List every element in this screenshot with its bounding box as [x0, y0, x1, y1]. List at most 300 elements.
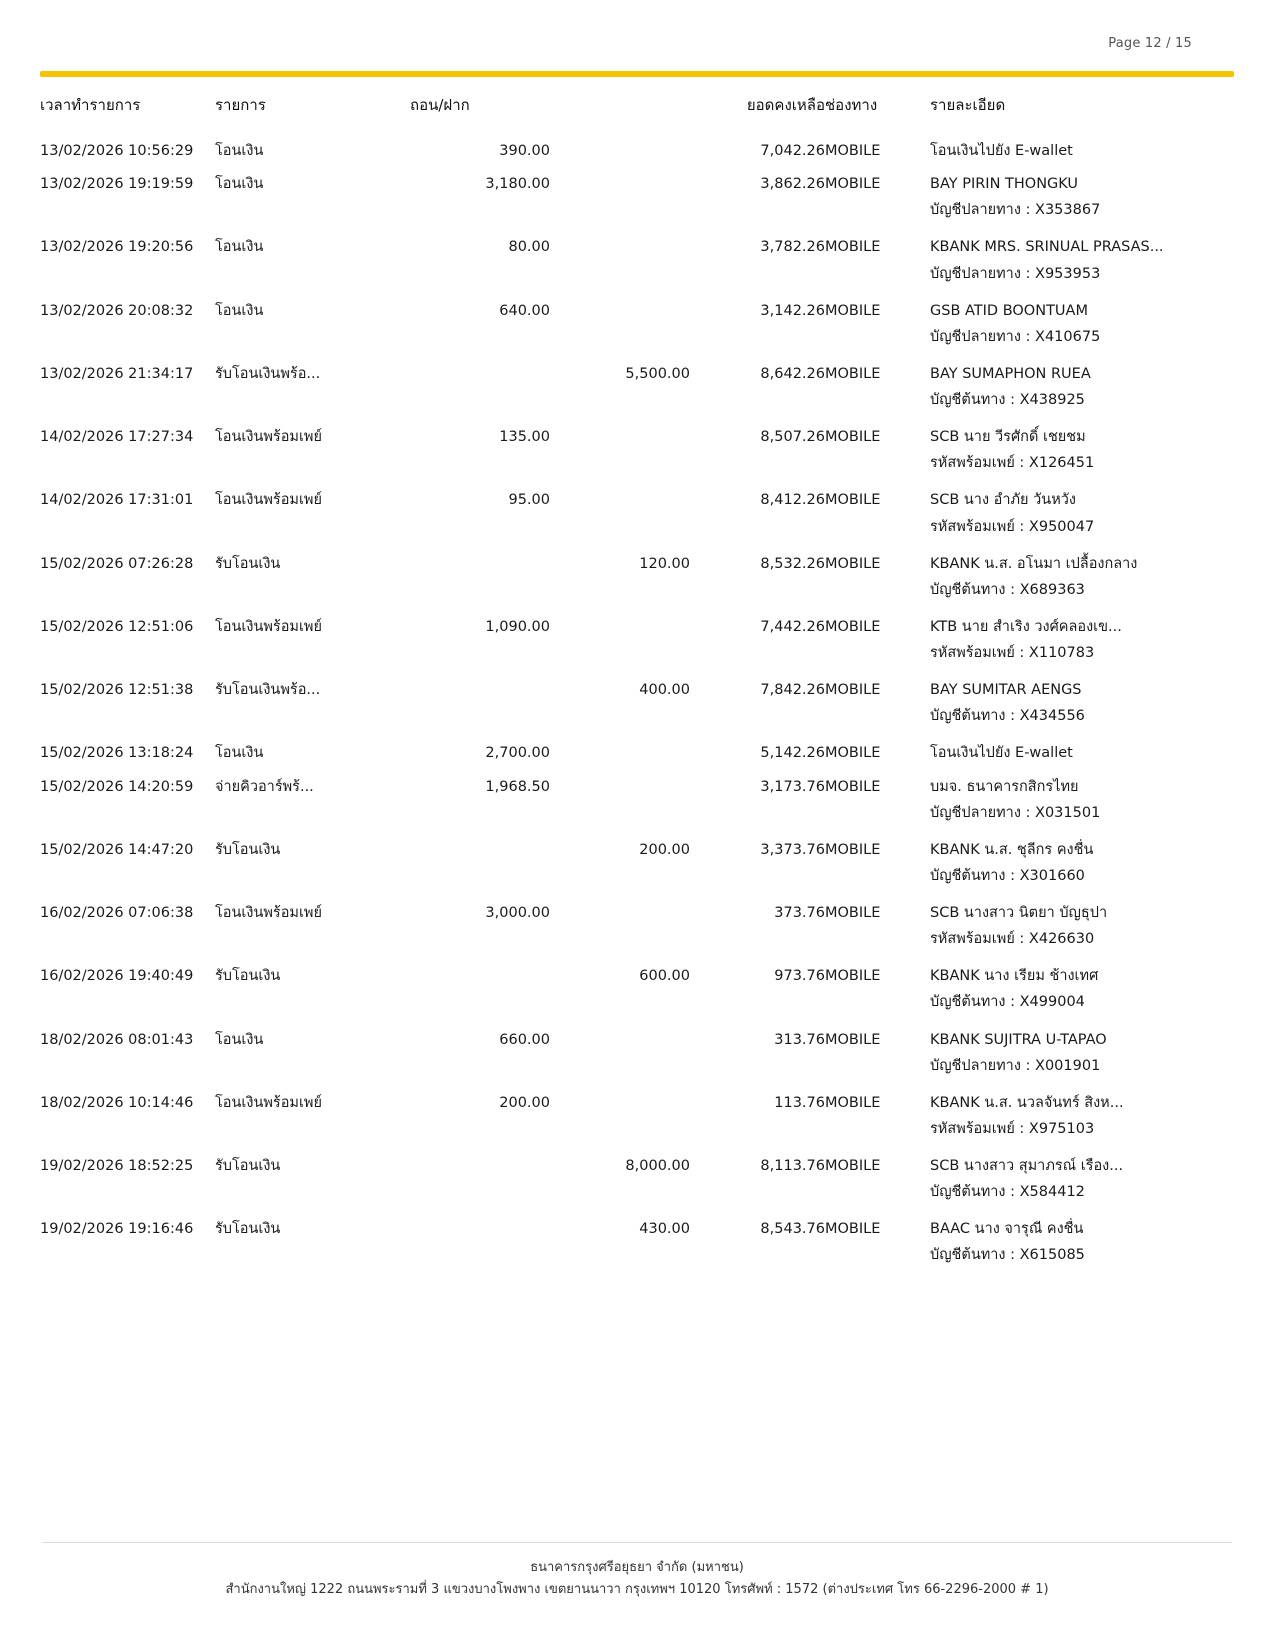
- cell-detail: KBANK SUJITRA U-TAPAO: [930, 1031, 1107, 1048]
- header-description: รายการ: [215, 96, 266, 114]
- cell-empty: [410, 701, 550, 731]
- cell-datetime: 13/02/2026 19:20:56: [40, 239, 194, 256]
- cell-empty: [40, 512, 215, 542]
- cell-empty: [215, 195, 410, 225]
- cell-withdraw: 95.00: [508, 492, 550, 509]
- cell-balance: 8,507.26: [760, 429, 825, 446]
- cell-description: จ่ายคิวอาร์พร้...: [215, 778, 314, 795]
- table-row: [40, 765, 1234, 798]
- cell-empty: [825, 798, 930, 828]
- cell-withdraw: [410, 542, 550, 575]
- cell-datetime: 15/02/2026 14:47:20: [40, 841, 194, 858]
- table-row-subdetail: [40, 448, 1234, 478]
- cell-empty: [40, 385, 215, 415]
- table-row: [40, 352, 1234, 385]
- cell-empty: [825, 701, 930, 731]
- header-datetime: เวลาทำรายการ: [40, 96, 141, 114]
- cell-empty: [40, 701, 215, 731]
- cell-empty: [550, 1114, 690, 1144]
- cell-empty: [215, 638, 410, 668]
- cell-description: รับโอนเงิน: [215, 841, 281, 858]
- cell-subdetail: บัญชีปลายทาง : X353867: [930, 202, 1101, 219]
- cell-datetime: 19/02/2026 18:52:25: [40, 1158, 194, 1174]
- cell-detail: KBANK น.ส. ชุลีกร คงชื่น: [930, 841, 1094, 858]
- cell-empty: [690, 195, 825, 225]
- cell-description: โอนเงิน: [215, 143, 264, 159]
- cell-description: รับโอนเงินพร้อ...: [215, 365, 321, 382]
- table-row: [40, 225, 1234, 258]
- cell-empty: [825, 322, 930, 352]
- cell-channel: MOBILE: [825, 1031, 881, 1048]
- cell-empty: [550, 575, 690, 605]
- cell-deposit: [550, 765, 690, 798]
- cell-empty: [690, 701, 825, 731]
- table-row-subdetail: [40, 575, 1234, 605]
- cell-detail: KBANK น.ส. อโนมา เปลื้องกลาง: [930, 555, 1138, 572]
- cell-subdetail: บัญชีต้นทาง : X301660: [930, 867, 1085, 884]
- cell-channel: MOBILE: [825, 1221, 881, 1238]
- cell-deposit: 600.00: [639, 968, 690, 985]
- cell-detail: KBANK MRS. SRINUAL PRASAS...: [930, 239, 1164, 256]
- cell-datetime: 16/02/2026 19:40:49: [40, 968, 194, 985]
- cell-balance: 3,862.26: [760, 176, 825, 193]
- cell-subdetail: บัญชีปลายทาง : X953953: [930, 265, 1101, 282]
- cell-empty: [215, 1240, 410, 1270]
- table-body: [40, 129, 1234, 1271]
- cell-channel: MOBILE: [825, 682, 881, 699]
- cell-detail: BAY SUMAPHON RUEA: [930, 365, 1091, 382]
- cell-balance: 7,442.26: [760, 618, 825, 635]
- cell-datetime: 13/02/2026 10:56:29: [40, 143, 194, 159]
- cell-withdraw: 200.00: [499, 1094, 550, 1111]
- cell-empty: [215, 861, 410, 891]
- table-row: [40, 954, 1234, 987]
- cell-description: รับโอนเงิน: [215, 1158, 281, 1174]
- table-row: [40, 478, 1234, 511]
- cell-subdetail: รหัสพร้อมเพย์ : X126451: [930, 455, 1095, 472]
- footer-bank-name: ธนาคารกรุงศรีอยุธยา จำกัด (มหาชน): [530, 1559, 744, 1575]
- cell-empty: [215, 512, 410, 542]
- cell-description: โอนเงินพร้อมเพย์: [215, 905, 322, 921]
- cell-datetime: 15/02/2026 14:20:59: [40, 778, 194, 795]
- table-row-subdetail: [40, 1114, 1234, 1144]
- cell-empty: [825, 259, 930, 289]
- cell-empty: [410, 638, 550, 668]
- cell-subdetail: บัญชีต้นทาง : X499004: [930, 994, 1085, 1011]
- cell-balance: 5,142.26: [760, 745, 825, 762]
- cell-deposit: 120.00: [639, 555, 690, 572]
- cell-empty: [690, 798, 825, 828]
- table-row-subdetail: [40, 638, 1234, 668]
- cell-description: โอนเงินพร้อมเพย์: [215, 618, 322, 635]
- cell-description: รับโอนเงินพร้อ...: [215, 682, 321, 699]
- cell-channel: MOBILE: [825, 239, 881, 256]
- cell-subdetail: บัญชีปลายทาง : X001901: [930, 1057, 1101, 1074]
- cell-empty: [40, 575, 215, 605]
- cell-detail: BAAC นาง จารุณี คงชื่น: [930, 1221, 1084, 1238]
- cell-channel: MOBILE: [825, 618, 881, 635]
- cell-empty: [825, 385, 930, 415]
- cell-empty: [550, 259, 690, 289]
- cell-empty: [410, 987, 550, 1017]
- cell-deposit: [550, 129, 690, 162]
- cell-empty: [40, 259, 215, 289]
- cell-withdraw: [410, 954, 550, 987]
- cell-channel: MOBILE: [825, 555, 881, 572]
- table-row-subdetail: [40, 512, 1234, 542]
- table-row-subdetail: [40, 259, 1234, 289]
- cell-withdraw: 2,700.00: [485, 745, 550, 762]
- table-row: [40, 731, 1234, 764]
- cell-empty: [690, 1177, 825, 1207]
- cell-empty: [410, 798, 550, 828]
- header-detail: รายละเอียด: [930, 96, 1006, 114]
- cell-withdraw: [410, 828, 550, 861]
- cell-detail: SCB นางสาว สุมาภรณ์ เรือง...: [930, 1158, 1124, 1174]
- cell-balance: 373.76: [774, 905, 825, 921]
- cell-subdetail: บัญชีต้นทาง : X434556: [930, 708, 1085, 725]
- cell-description: โอนเงิน: [215, 302, 264, 319]
- cell-empty: [690, 638, 825, 668]
- cell-balance: 7,842.26: [760, 682, 825, 699]
- cell-datetime: 14/02/2026 17:31:01: [40, 492, 194, 509]
- table-row: [40, 129, 1234, 162]
- cell-detail: GSB ATID BOONTUAM: [930, 302, 1088, 319]
- cell-channel: MOBILE: [825, 176, 881, 193]
- cell-deposit: [550, 225, 690, 258]
- cell-balance: 8,642.26: [760, 365, 825, 382]
- cell-detail: โอนเงินไปยัง E-wallet: [930, 745, 1073, 762]
- cell-channel: MOBILE: [825, 143, 881, 159]
- cell-datetime: 15/02/2026 13:18:24: [40, 745, 194, 762]
- cell-detail: BAY SUMITAR AENGS: [930, 682, 1082, 699]
- cell-empty: [825, 987, 930, 1017]
- cell-empty: [825, 1051, 930, 1081]
- table-row: [40, 542, 1234, 575]
- cell-empty: [825, 195, 930, 225]
- cell-empty: [410, 1114, 550, 1144]
- table-header-row: [40, 79, 1234, 129]
- cell-datetime: 13/02/2026 21:34:17: [40, 365, 194, 382]
- cell-detail: BAY PIRIN THONGKU: [930, 176, 1079, 193]
- cell-deposit: [550, 605, 690, 638]
- cell-withdraw: 1,968.50: [485, 778, 550, 795]
- cell-empty: [550, 1177, 690, 1207]
- cell-withdraw: 3,180.00: [485, 176, 550, 193]
- cell-subdetail: รหัสพร้อมเพย์ : X110783: [930, 645, 1095, 661]
- table-row-subdetail: [40, 1177, 1234, 1207]
- cell-detail: KBANK นาง เรียม ช้างเทศ: [930, 968, 1099, 985]
- cell-withdraw: [410, 1144, 550, 1177]
- cell-deposit: 400.00: [639, 682, 690, 699]
- transactions-table: [40, 79, 1234, 1271]
- cell-empty: [410, 385, 550, 415]
- cell-withdraw: 640.00: [499, 302, 550, 319]
- cell-channel: MOBILE: [825, 841, 881, 858]
- cell-empty: [410, 448, 550, 478]
- cell-description: โอนเงินพร้อมเพย์: [215, 1094, 322, 1111]
- page-footer: [0, 1542, 1274, 1601]
- table-row: [40, 1207, 1234, 1240]
- cell-description: โอนเงิน: [215, 745, 264, 762]
- cell-withdraw: [410, 668, 550, 701]
- header-channel: ช่องทาง: [825, 96, 878, 114]
- cell-empty: [550, 448, 690, 478]
- cell-subdetail: บัญชีต้นทาง : X438925: [930, 392, 1085, 408]
- cell-deposit: 200.00: [639, 841, 690, 858]
- cell-channel: MOBILE: [825, 745, 881, 762]
- table-row-subdetail: [40, 701, 1234, 731]
- cell-subdetail: บัญชีต้นทาง : X615085: [930, 1247, 1085, 1264]
- cell-deposit: [550, 1018, 690, 1051]
- cell-empty: [690, 1051, 825, 1081]
- cell-empty: [215, 322, 410, 352]
- cell-datetime: 14/02/2026 17:27:34: [40, 429, 194, 446]
- cell-empty: [690, 385, 825, 415]
- cell-withdraw: [410, 352, 550, 385]
- cell-empty: [550, 385, 690, 415]
- cell-description: โอนเงินพร้อมเพย์: [215, 492, 322, 509]
- cell-empty: [410, 924, 550, 954]
- cell-empty: [215, 987, 410, 1017]
- cell-datetime: 13/02/2026 19:19:59: [40, 176, 194, 193]
- cell-datetime: 15/02/2026 12:51:06: [40, 618, 194, 635]
- table-row: [40, 828, 1234, 861]
- cell-datetime: 15/02/2026 07:26:28: [40, 555, 194, 572]
- cell-empty: [40, 924, 215, 954]
- cell-empty: [825, 638, 930, 668]
- table-row: [40, 289, 1234, 322]
- table-row-subdetail: [40, 385, 1234, 415]
- table-row: [40, 605, 1234, 638]
- cell-empty: [410, 1240, 550, 1270]
- cell-empty: [690, 924, 825, 954]
- cell-empty: [550, 1240, 690, 1270]
- cell-empty: [40, 638, 215, 668]
- cell-subdetail: บัญชีต้นทาง : X584412: [930, 1184, 1085, 1201]
- cell-detail: SCB นาย วีรศักดิ์ เชยชม: [930, 429, 1086, 446]
- cell-balance: 8,532.26: [760, 555, 825, 572]
- cell-empty: [215, 448, 410, 478]
- table-row: [40, 1018, 1234, 1051]
- cell-channel: MOBILE: [825, 968, 881, 985]
- table-row-subdetail: [40, 798, 1234, 828]
- cell-subdetail: รหัสพร้อมเพย์ : X975103: [930, 1120, 1095, 1137]
- header-deposit-spacer: [550, 79, 690, 129]
- cell-deposit: [550, 478, 690, 511]
- cell-withdraw: [410, 1207, 550, 1240]
- cell-empty: [410, 512, 550, 542]
- cell-empty: [550, 987, 690, 1017]
- cell-empty: [410, 575, 550, 605]
- cell-empty: [550, 861, 690, 891]
- cell-empty: [215, 701, 410, 731]
- cell-empty: [550, 701, 690, 731]
- cell-empty: [825, 924, 930, 954]
- cell-empty: [215, 259, 410, 289]
- cell-channel: MOBILE: [825, 365, 881, 382]
- cell-subdetail: บัญชีปลายทาง : X031501: [930, 804, 1101, 821]
- cell-datetime: 19/02/2026 19:16:46: [40, 1221, 194, 1238]
- cell-empty: [690, 987, 825, 1017]
- cell-withdraw: 1,090.00: [485, 618, 550, 635]
- cell-empty: [40, 798, 215, 828]
- cell-datetime: 16/02/2026 07:06:38: [40, 905, 194, 921]
- cell-empty: [410, 322, 550, 352]
- table-row-subdetail: [40, 1051, 1234, 1081]
- cell-empty: [825, 1114, 930, 1144]
- cell-detail: บมจ. ธนาคารกสิกรไทย: [930, 778, 1079, 795]
- cell-empty: [825, 861, 930, 891]
- cell-detail: SCB นางสาว นิตยา บัญธุปา: [930, 905, 1108, 921]
- cell-empty: [550, 322, 690, 352]
- cell-detail: KBANK น.ส. นวลจันทร์ สิงห...: [930, 1094, 1124, 1111]
- cell-withdraw: 660.00: [499, 1031, 550, 1048]
- cell-empty: [550, 1051, 690, 1081]
- cell-balance: 3,173.76: [760, 778, 825, 795]
- cell-empty: [410, 1051, 550, 1081]
- cell-description: โอนเงิน: [215, 176, 264, 193]
- cell-balance: 8,113.76: [760, 1158, 825, 1174]
- cell-datetime: 18/02/2026 10:14:46: [40, 1094, 194, 1111]
- cell-empty: [550, 798, 690, 828]
- cell-empty: [410, 1177, 550, 1207]
- cell-empty: [690, 259, 825, 289]
- cell-balance: 3,142.26: [760, 302, 825, 319]
- table-row: [40, 891, 1234, 924]
- cell-empty: [410, 195, 550, 225]
- cell-balance: 973.76: [774, 968, 825, 985]
- cell-empty: [825, 575, 930, 605]
- cell-channel: MOBILE: [825, 1158, 881, 1174]
- cell-empty: [690, 861, 825, 891]
- cell-deposit: 5,500.00: [625, 365, 690, 382]
- table-row: [40, 1144, 1234, 1177]
- cell-empty: [825, 1240, 930, 1270]
- cell-balance: 113.76: [774, 1094, 825, 1111]
- cell-detail: SCB นาง อำภัย วันหวัง: [930, 492, 1076, 509]
- cell-withdraw: 3,000.00: [485, 905, 550, 921]
- cell-empty: [40, 1114, 215, 1144]
- cell-empty: [690, 448, 825, 478]
- cell-empty: [825, 1177, 930, 1207]
- cell-balance: 8,543.76: [760, 1221, 825, 1238]
- accent-rule: [40, 71, 1234, 77]
- cell-deposit: [550, 1081, 690, 1114]
- cell-empty: [825, 512, 930, 542]
- cell-subdetail: บัญชีต้นทาง : X689363: [930, 581, 1085, 598]
- cell-empty: [215, 385, 410, 415]
- cell-subdetail: รหัสพร้อมเพย์ : X426630: [930, 931, 1095, 948]
- cell-channel: MOBILE: [825, 492, 881, 509]
- cell-deposit: [550, 891, 690, 924]
- cell-empty: [690, 322, 825, 352]
- cell-empty: [40, 1240, 215, 1270]
- cell-empty: [690, 512, 825, 542]
- cell-empty: [215, 575, 410, 605]
- cell-subdetail: รหัสพร้อมเพย์ : X950047: [930, 518, 1095, 535]
- cell-empty: [40, 861, 215, 891]
- cell-empty: [825, 448, 930, 478]
- cell-datetime: 13/02/2026 20:08:32: [40, 302, 194, 319]
- cell-description: โอนเงินพร้อมเพย์: [215, 429, 322, 446]
- cell-empty: [40, 195, 215, 225]
- cell-empty: [410, 861, 550, 891]
- cell-deposit: [550, 162, 690, 195]
- cell-description: รับโอนเงิน: [215, 555, 281, 572]
- cell-deposit: 8,000.00: [625, 1158, 690, 1174]
- cell-description: รับโอนเงิน: [215, 968, 281, 985]
- table-row: [40, 415, 1234, 448]
- cell-empty: [40, 987, 215, 1017]
- cell-empty: [550, 638, 690, 668]
- cell-empty: [410, 259, 550, 289]
- cell-withdraw: 390.00: [499, 143, 550, 159]
- cell-channel: MOBILE: [825, 1094, 881, 1111]
- cell-empty: [550, 924, 690, 954]
- cell-withdraw: 80.00: [508, 239, 550, 256]
- cell-channel: MOBILE: [825, 429, 881, 446]
- table-row-subdetail: [40, 861, 1234, 891]
- cell-balance: 7,042.26: [760, 143, 825, 159]
- cell-datetime: 15/02/2026 12:51:38: [40, 682, 194, 699]
- page-number: Page 12 / 15: [1108, 36, 1192, 51]
- cell-empty: [215, 1177, 410, 1207]
- table-row: [40, 162, 1234, 195]
- cell-deposit: [550, 731, 690, 764]
- cell-channel: MOBILE: [825, 778, 881, 795]
- header-withdraw-deposit: ถอน/ฝาก: [410, 96, 470, 114]
- table-row-subdetail: [40, 1240, 1234, 1270]
- cell-subdetail: บัญชีปลายทาง : X410675: [930, 328, 1101, 345]
- cell-deposit: [550, 415, 690, 448]
- table-row-subdetail: [40, 987, 1234, 1017]
- cell-description: รับโอนเงิน: [215, 1221, 281, 1238]
- cell-datetime: 18/02/2026 08:01:43: [40, 1031, 194, 1048]
- cell-empty: [690, 575, 825, 605]
- cell-empty: [40, 1177, 215, 1207]
- cell-description: โอนเงิน: [215, 1031, 264, 1048]
- cell-empty: [215, 924, 410, 954]
- cell-empty: [215, 1114, 410, 1144]
- cell-balance: 3,782.26: [760, 239, 825, 256]
- header-balance: ยอดคงเหลือ: [746, 96, 825, 114]
- cell-channel: MOBILE: [825, 302, 881, 319]
- cell-detail: KTB นาย สำเริง วงศ์คลองเข...: [930, 618, 1122, 635]
- cell-empty: [215, 798, 410, 828]
- cell-description: โอนเงิน: [215, 239, 264, 256]
- cell-empty: [690, 1240, 825, 1270]
- cell-balance: 3,373.76: [760, 841, 825, 858]
- cell-balance: 313.76: [774, 1031, 825, 1048]
- cell-withdraw: 135.00: [499, 429, 550, 446]
- cell-deposit: 430.00: [639, 1221, 690, 1238]
- table-row: [40, 1081, 1234, 1114]
- cell-detail: โอนเงินไปยัง E-wallet: [930, 143, 1073, 159]
- cell-empty: [40, 1051, 215, 1081]
- footer-address: สำนักงานใหญ่ 1222 ถนนพระรามที่ 3 แขวงบางโพงพาง เขตยานนาวา กรุงเทพฯ 10120 โทรศัพท์ : 1572 (ต่างประเทศ โทร 66-2296-2000 # 1): [225, 1581, 1049, 1597]
- table-row-subdetail: [40, 322, 1234, 352]
- cell-empty: [550, 195, 690, 225]
- table-row: [40, 668, 1234, 701]
- cell-channel: MOBILE: [825, 905, 881, 921]
- cell-empty: [550, 512, 690, 542]
- table-row-subdetail: [40, 924, 1234, 954]
- cell-balance: 8,412.26: [760, 492, 825, 509]
- cell-deposit: [550, 289, 690, 322]
- table-row-subdetail: [40, 195, 1234, 225]
- cell-empty: [215, 1051, 410, 1081]
